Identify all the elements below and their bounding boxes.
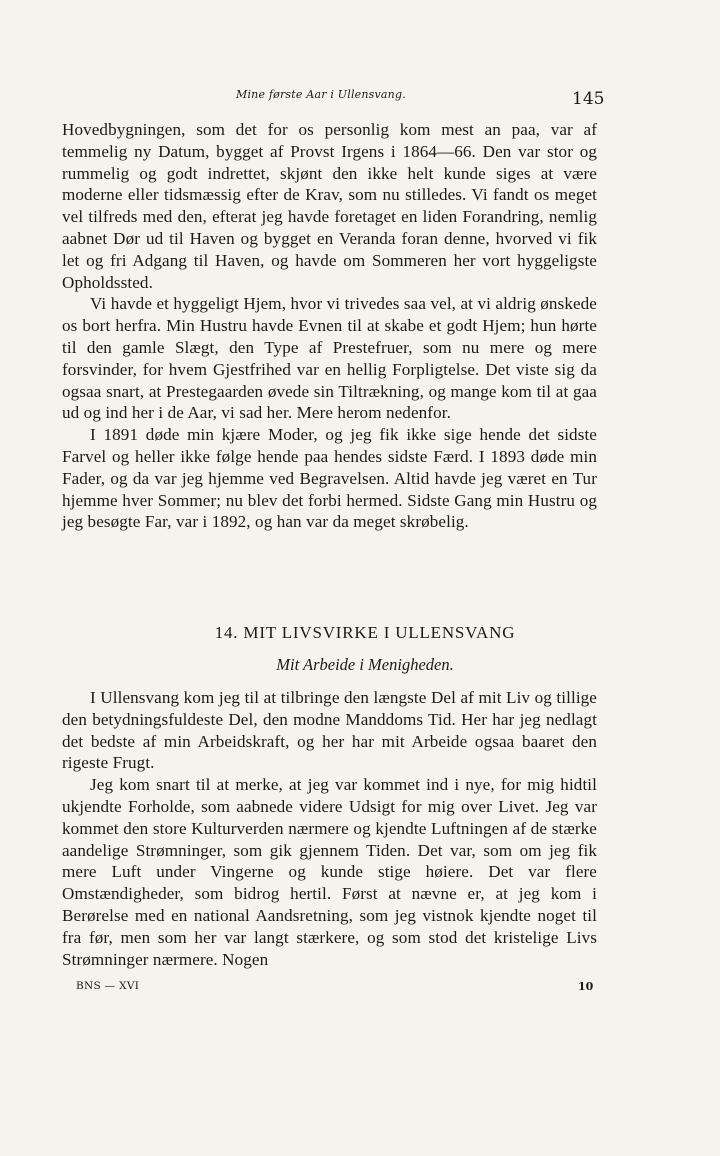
chapter-heading: [0, 623, 720, 643]
chapter-title: MIT LIVSVIRKE I ULLENSVANG: [243, 623, 516, 642]
page-number: 145: [572, 89, 605, 109]
running-head: Mine første Aar i Ullensvang.: [236, 88, 406, 101]
paragraph: I 1891 døde min kjære Moder, og jeg fik ikke sige hende det sidste Farvel og heller ikke følge hende paa hendes sidste Færd. I 1893 døde min Fader, og da var jeg hjemme ved Begravelsen. Altid havde jeg været en Tur hjemme hver Sommer; nu blev det forbi hermed. Sidste Gang min Hustru og jeg besøgte Far, var i 1892, og han var da meget skrøbelig.: [62, 425, 597, 532]
sheet-number: 10: [578, 980, 594, 993]
section-subtitle: Mit Arbeide i Menigheden.: [276, 655, 454, 674]
paragraph: Vi havde et hyggeligt Hjem, hvor vi trivedes saa vel, at vi aldrig ønskede os bort herfra. Min Hustru havde Evnen til at skabe et godt Hjem; hun hørte til den gamle Slægt, den Type af Prestefruer, som nu mere og mere forsvinder, for hvem Gjestfrihed var en hellig Forpligtelse. Det viste sig da ogsaa snart, at Prestegaarden øvede sin Tiltrækning, og mange kom til at gaa ud og ind her i de Aar, vi sad her. Mere herom nedenfor.: [62, 294, 597, 423]
paragraph: Jeg kom snart til at merke, at jeg var kommet ind i nye, for mig hidtil ukjendte Forholde, som aabnede videre Udsigt for mig over Livet. Jeg var kommet den store Kulturverden nærmere og kjendte Luftningen af de stærke aandelige Strømninger, som gik gjennem Tiden. Det var, som om jeg fik mere Luft under Vingerne og kunde stige høiere. Det var flere Omstændigheder, som bidrog hertil. Først at nævne er, at jeg kom i Berørelse med en national Aandsretning, som jeg vistnok kjendte noget til fra før, men som her var langt stærkere, og som stod det kristelige Livs Strømninger nærmere. Nogen: [62, 775, 597, 969]
text-block-before-chapter: [62, 119, 597, 533]
chapter-number: 14.: [214, 623, 239, 642]
printer-signature: BNS — XVI: [76, 980, 140, 992]
paragraph: Hovedbygningen, som det for os personlig kom mest an paa, var af temmelig ny Datum, bygget af Provst Irgens i 1864—66. Den var stor og rummelig og godt indrettet, skjønt den ikke helt kunde siges at være moderne eller tidsmæssig efter de Krav, som nu stilledes. Vi fandt os meget vel tilfreds med den, efterat jeg havde foretaget en liden Forandring, nemlig aabnet Dør ud til Haven og bygget en Veranda foran denne, hvorved vi fik let og fri Adgang til Haven, og havde om Sommeren her vort hyggeligste Opholdssted.: [62, 120, 597, 292]
text-block-chapter-14: [62, 687, 597, 970]
paragraph: I Ullensvang kom jeg til at tilbringe den længste Del af mit Liv og tillige den betydningsfuldeste Del, den modne Manddoms Tid. Her har jeg nedlagt det bedste af min Arbeidskraft, og her har mit Arbeide ogsaa baaret den rigeste Frugt.: [62, 688, 597, 773]
